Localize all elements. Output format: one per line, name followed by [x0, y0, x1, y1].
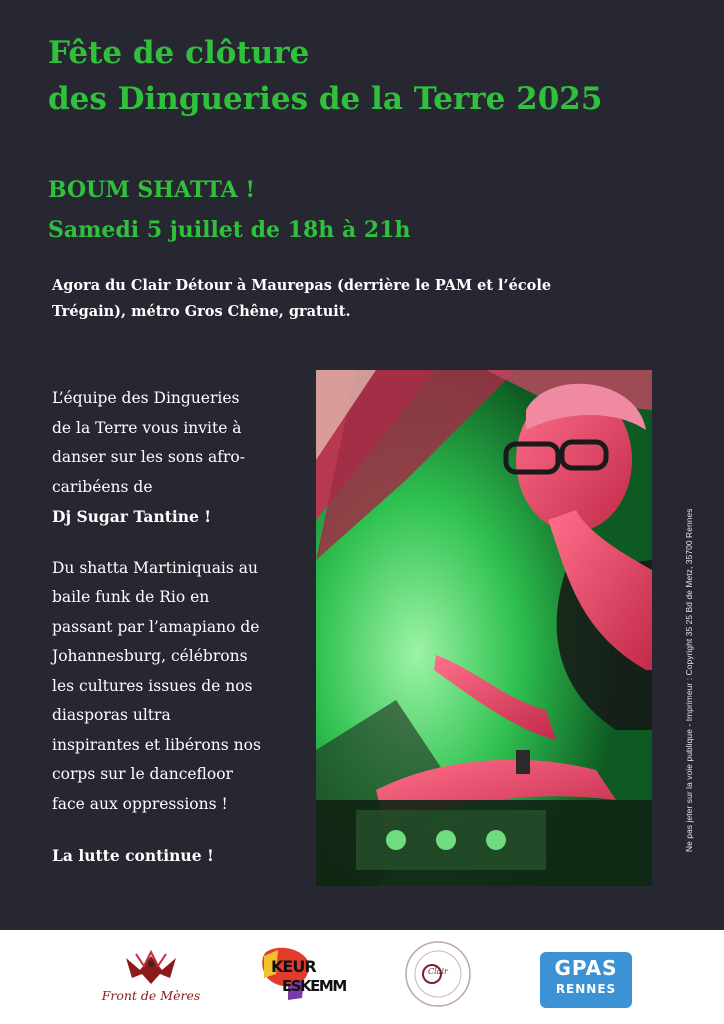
desc-line: face aux oppressions ! [52, 794, 228, 813]
paragraph-gap [52, 532, 302, 554]
desc-line: Du shatta Martiniquais au [52, 558, 258, 577]
front-de-meres-text: Front de Mères [101, 988, 201, 1003]
desc-line: danser sur les sons afro- [52, 448, 246, 466]
event-description [52, 384, 302, 871]
keur-text: KEUR [271, 957, 316, 976]
desc-line: caribéens de [52, 477, 153, 496]
desc-line: baile funk de Rio en [52, 588, 210, 606]
desc-line: corps sur le dancefloor [52, 765, 233, 783]
desc-line: diasporas ultra [52, 706, 171, 724]
partner-logos-footer [0, 930, 724, 1024]
desc-line: passant par l’amapiano de [52, 617, 260, 636]
event-heading [48, 170, 688, 250]
title-line-1: Fête de clôture [48, 35, 310, 71]
seal-label: Clair [428, 967, 448, 976]
desc-line: Johannesburg, célébrons [52, 647, 248, 665]
paragraph-gap [52, 819, 302, 841]
event-name: BOUM SHATTA ! [48, 177, 256, 203]
page-title [48, 30, 708, 122]
dj-name: Dj Sugar Tantine ! [52, 507, 212, 526]
dj-photo-illustration [316, 370, 652, 886]
closing-line: La lutte continue ! [52, 846, 214, 865]
print-credit [684, 422, 698, 852]
event-date: Samedi 5 juillet de 18h à 21h [48, 217, 411, 243]
eskemm-text: ESKEMM [282, 977, 346, 995]
dragon-logo-icon [100, 948, 202, 988]
front-de-meres-logo [100, 948, 202, 1010]
dj-photo [316, 370, 652, 886]
desc-line: inspirantes et libérons nos [52, 735, 261, 754]
event-location [52, 273, 652, 325]
desc-line: L’équipe des Dingueries [52, 389, 240, 407]
location-line-1: Agora du Clair Détour à Maurepas (derrière le PAM et l’école [52, 277, 552, 294]
rennes-text: RENNES [555, 982, 617, 996]
location-line-2: Trégain), métro Gros Chêne, gratuit. [52, 303, 351, 320]
credit-text: Ne pas jeter sur la voie publique - Imprimeur : Copyright 35 25 Bd de Metz, 35700 Rennes [684, 508, 694, 852]
keur-eskemm-logo [258, 944, 346, 1014]
seal-logo [404, 940, 472, 1008]
gpas-text: GPAS [554, 956, 618, 980]
title-line-2: des Dingueries de la Terre 2025 [48, 81, 603, 117]
desc-line: de la Terre vous invite à [52, 418, 242, 437]
desc-line: les cultures issues de nos [52, 676, 253, 695]
gpas-rennes-logo [540, 948, 632, 1010]
